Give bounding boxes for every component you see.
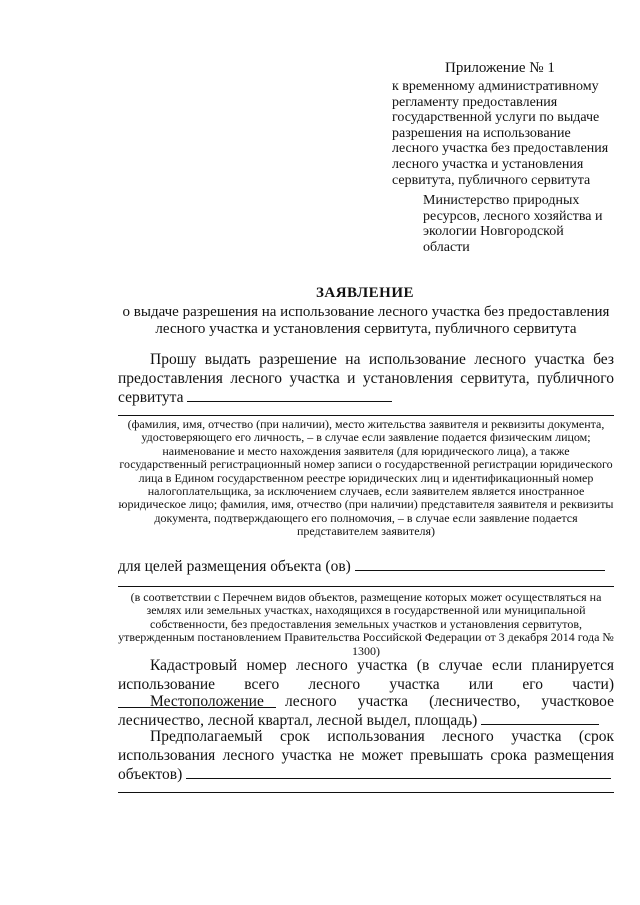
purpose-paragraph — [118, 557, 614, 576]
request-paragraph — [118, 350, 614, 407]
cadastral-text: Кадастровый номер лесного участка (в случае если планируется использование всего лесного участка или его части) — [118, 657, 614, 693]
term-paragraph — [118, 727, 614, 784]
location-paragraph — [118, 692, 614, 730]
appendix-label: Приложение № 1 — [445, 60, 555, 76]
applicant-fill-line[interactable] — [187, 388, 392, 402]
document-subtitle: о выдаче разрешения на использование лесного участка без предоставления лесного участка и установления сервитута, публичного сервитута — [122, 304, 610, 337]
term-fill-line-2[interactable] — [118, 792, 614, 793]
purpose-label: для целей размещения объекта (ов) — [118, 558, 351, 575]
location-text: Местоположение лесного участка (лесничество, участковое лесничество, лесной квартал, лесной выдел, площадь) — [118, 693, 614, 729]
ministry-addressee: Министерство природных ресурсов, лесного хозяйства и экологии Новгородской области — [423, 193, 603, 255]
purpose-fill-line-2[interactable] — [118, 586, 614, 587]
document-title: ЗАЯВЛЕНИЕ — [315, 285, 415, 301]
term-text: Предполагаемый срок использования лесного участка (срок использования лесного участка не может превышать срока размещения объектов) — [118, 728, 614, 783]
applicant-fill-line-2[interactable] — [118, 415, 614, 416]
purpose-note: (в соответствии с Перечнем видов объектов, размещение которых может осуществляться на землях или земельных участках, находящихся в государственной или муниципальной собственности, без предоставления земельных участков и установления сервитутов, утвержденным постановлением Правительства Российской Федерации от 3 декабря 2014 года № 1300) — [118, 590, 614, 658]
request-text: Прошу выдать разрешение на использование лесного участка без предоставления лесного участка и установления сервитута, публичного сервитута — [118, 351, 614, 406]
applicant-note: (фамилия, имя, отчество (при наличии), место жительства заявителя и реквизиты документа, удостоверяющего его личность, – в случае если заявление подается физическим лицом; наименование и место нахождения заявителя (для юридического лица), а также государственный регистрационный номер записи о государственной регистрации юридического лица в Едином государственном реестре юридических лиц и идентификационный номер налогоплательщика, за исключением случаев, если заявителем является иностранное юридическое лицо; фамилия, имя, отчество (при наличии) представителя заявителя и реквизиты документа, подтверждающего его полномочия, – в случае если заявление подается представителем заявителя) — [118, 417, 614, 539]
purpose-fill-line[interactable] — [355, 557, 605, 571]
term-fill-line[interactable] — [186, 765, 611, 779]
location-fill-line[interactable] — [481, 711, 599, 725]
regulation-reference: к временному административному регламенту предоставления государственной услуги по выдаче разрешения на использование лесного участка без предоставления лесного участка и установления сервитута, публичного сервитута — [392, 79, 609, 188]
